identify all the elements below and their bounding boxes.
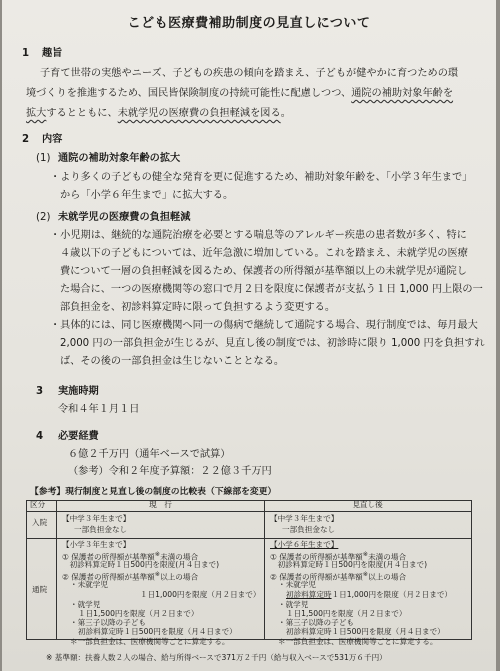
row-outpatient-label: 通院 xyxy=(32,585,48,594)
outpatient-current-preschool: ・未就学児 xyxy=(70,580,108,589)
row-inpatient-label: 入院 xyxy=(32,518,48,527)
outpatient-current-third-child-limit: 初診料算定時１日500円を限度（月４日まで） xyxy=(78,627,237,636)
subsection-2-line-8: ば、その後の一部負担金は生じないこととなる。 xyxy=(60,356,285,367)
section-1-number: 1 xyxy=(22,48,30,59)
outpatient-revised-school: ・就学児 xyxy=(278,600,309,609)
section-4-reference: （参考）令和２年度予算額：２２億３千万円 xyxy=(68,466,272,477)
outpatient-current-age: 【小学３年生まで】 xyxy=(62,540,131,549)
subsection-2-line-4: た場合に、一つの医療機関等の窓口で月２日を限度に保護者が支払う１日 1,000 円上限の一 xyxy=(60,284,483,295)
outpatient-current-item-1: ① 保護者の所得額が基準額※未満の場合 xyxy=(62,551,199,562)
document-title: こども医療費補助制度の見直しについて xyxy=(127,16,371,31)
outpatient-revised-item-2: ② 保護者の所得額が基準額※以上の場合 xyxy=(270,571,407,582)
section-3-text: 令和４年１月１日 xyxy=(58,404,140,415)
footnote: ※ 基準額：扶養人数２人の場合、給与所得ベースで371万２千円（給与収入ベースで531万６千円） xyxy=(46,653,387,662)
table-header-current: 現 行 xyxy=(149,500,172,509)
subsection-2-line-5: 部負担金を、初診料算定時に限って負担するよう変更する。 xyxy=(60,302,336,313)
section-3-heading: 実施時期 xyxy=(58,386,99,397)
inpatient-current-fee: 一部負担金なし xyxy=(74,525,128,534)
outpatient-current-item-1-detail: 初診料算定時１日500円を限度(月４日まで) xyxy=(62,560,220,569)
outpatient-revised-third-child: ・第三子以降の子ども xyxy=(278,618,354,627)
subsection-1-line-2: から「小学６年生まで」に拡大する。 xyxy=(60,190,234,201)
outpatient-current-preschool-limit: １日1,000円を限度（月２日まで） xyxy=(140,590,261,599)
subsection-1-number: (1) xyxy=(36,153,51,164)
section-1-heading: 趣旨 xyxy=(42,48,63,59)
inpatient-revised-fee: 一部負担金なし xyxy=(282,525,336,534)
table-header-revised: 見直し後 xyxy=(352,500,383,509)
section-2-heading: 内容 xyxy=(42,134,63,145)
table-caption: 【参考】現行制度と見直し後の制度の比較表（下線部を変更） xyxy=(30,487,277,497)
section-3-number: 3 xyxy=(36,386,44,397)
section-1-line-1: 子育て世帯の実態やニーズ、子どもの疾患の傾向を踏まえ、子どもが健やかに育つための環 xyxy=(40,68,459,79)
outpatient-revised-item-1: ① 保護者の所得額が基準額※未満の場合 xyxy=(270,551,407,562)
inpatient-revised-age: 【中学３年生まで】 xyxy=(270,514,339,523)
outpatient-current-note: ＊一部負担金は、医療機関等ごとに算定する。 xyxy=(70,637,230,646)
subsection-2-heading: 未就学児の医療費の負担軽減 xyxy=(58,212,191,223)
outpatient-current-school-limit: １日1,500円を限度（月２日まで） xyxy=(78,609,199,618)
document-page xyxy=(2,0,496,671)
outpatient-current-item-2: ② 保護者の所得額が基準額※以上の場合 xyxy=(62,571,199,582)
inpatient-current-age: 【中学３年生まで】 xyxy=(62,514,131,523)
section-1-line-2: 境づくりを推進するため、国民皆保険制度の持続可能性に配慮しつつ、通院の補助対象年齢を xyxy=(26,88,454,99)
subsection-2-line-2: ４歳以下の子どもについては、近年急激に増加している。これを踏まえ、未就学児の医療 xyxy=(60,248,468,259)
section-1-line-3: 拡大するとともに、未就学児の医療費の負担軽減を図る。 xyxy=(26,108,291,119)
table-header-category: 区分 xyxy=(30,500,46,509)
subsection-2-line-1: ・小児期は、継続的な通院治療を必要とする喘息等のアレルギー疾患の患者数が多く、特に xyxy=(50,230,467,241)
outpatient-revised-item-1-detail: 初診料算定時１日500円を限度(月４日まで) xyxy=(270,560,428,569)
subsection-2-number: (2) xyxy=(36,212,51,223)
subsection-2-line-3: 費について一層の負担軽減を図るため、保護者の所得額が基準額以上の未就学児が通院し xyxy=(60,266,467,277)
subsection-2-line-7: 2,000 円の一部負担金が生じるが、見直し後の制度では、初診時に限り 1,000 円を負担すれ xyxy=(60,338,485,349)
subsection-2-line-6: ・具体的には、同じ医療機関へ同一の傷病で継続して通院する場合、現行制度では、毎月最大 xyxy=(50,320,478,331)
outpatient-revised-school-limit: １日1,500円を限度（月２日まで） xyxy=(286,609,407,618)
outpatient-revised-note: ＊一部負担金は、医療機関等ごとに算定する。 xyxy=(278,637,438,646)
outpatient-revised-third-child-limit: 初診料算定時１日500円を限度（月４日まで） xyxy=(286,627,445,636)
section-4-number: 4 xyxy=(36,431,44,442)
outpatient-revised-preschool-limit: 初診料算定時１日1,000円を限度（月２日まで） xyxy=(286,590,453,599)
outpatient-current-school: ・就学児 xyxy=(70,600,101,609)
section-4-heading: 必要経費 xyxy=(58,431,99,442)
outpatient-revised-age: 【小学６年生まで】 xyxy=(270,540,339,549)
section-4-cost: ６億２千万円（通年ベースで試算） xyxy=(68,449,231,460)
subsection-1-heading: 通院の補助対象年齢の拡大 xyxy=(58,153,181,164)
subsection-1-line-1: ・より多くの子どもの健全な発育を更に促進するため、補助対象年齢を、「小学３年生まで」 xyxy=(50,172,473,183)
section-2-number: 2 xyxy=(22,134,30,145)
outpatient-revised-preschool: ・未就学児 xyxy=(278,580,316,589)
outpatient-current-third-child: ・第三子以降の子ども xyxy=(70,618,146,627)
